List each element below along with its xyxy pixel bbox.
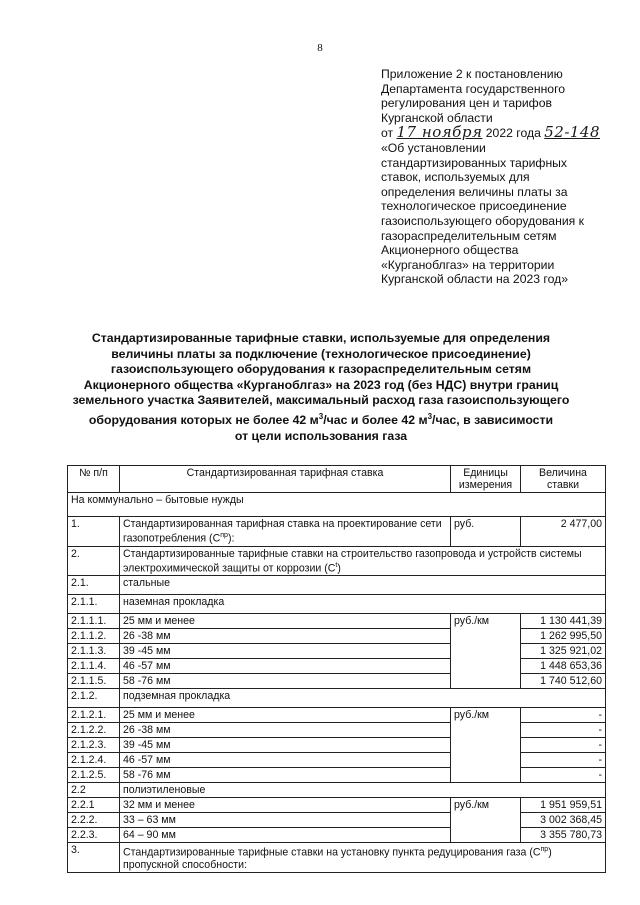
appendix-line: Департамента государственного xyxy=(381,81,566,96)
row-sup: пр xyxy=(540,846,549,854)
date-year: 2022 года xyxy=(485,126,541,141)
row-value: 1 740 512,60 xyxy=(521,674,606,689)
header-unit: Единицы измерения xyxy=(451,466,521,493)
appendix-line: технологическое присоединение xyxy=(381,199,567,214)
table-row xyxy=(68,768,606,783)
table-header-row xyxy=(68,466,606,493)
table-row xyxy=(68,689,606,708)
row-value: 3 002 368,45 xyxy=(521,813,606,828)
row-unit: руб./км xyxy=(451,798,521,843)
row-text: 33 – 63 мм xyxy=(120,813,451,828)
appendix-header xyxy=(381,67,626,287)
appendix-line: стандартизированных тарифных xyxy=(381,155,568,170)
appendix-line: ставок, используемых для xyxy=(381,170,530,185)
row-value: 3 355 780,73 xyxy=(521,828,606,843)
appendix-line: регулирования цен и тарифов xyxy=(381,96,552,111)
row-num: 2.1.2. xyxy=(68,689,120,708)
table-row xyxy=(68,644,606,659)
row-value: - xyxy=(521,708,606,723)
appendix-line: Курганской области xyxy=(381,110,493,125)
title-line: Стандартизированные тарифные ставки, используемые для определения xyxy=(91,331,551,345)
row-value: - xyxy=(521,768,606,783)
row-num: 1. xyxy=(68,517,120,547)
title-line xyxy=(60,409,582,429)
row-unit: руб./км xyxy=(451,614,521,689)
row-value: 1 325 921,02 xyxy=(521,644,606,659)
row-text: 64 – 90 мм xyxy=(120,828,451,843)
row-num: 2.2.1 xyxy=(68,798,120,813)
row-num: 2.1. xyxy=(68,576,120,595)
row-text-end: ): xyxy=(227,532,235,545)
tariff-table xyxy=(67,465,606,873)
table-row xyxy=(68,753,606,768)
appendix-line: газоиспользующего оборудования к xyxy=(381,213,584,228)
row-text-main: Стандартизированная тарифная ставка на проектирование сети газопотребления (C xyxy=(123,518,442,545)
appendix-line: Приложение 2 к постановлению xyxy=(381,67,563,81)
row-num: 2.2.3. xyxy=(68,828,120,843)
row-value: 1 448 653,36 xyxy=(521,659,606,674)
row-num: 2.2.2. xyxy=(68,813,120,828)
row-text: стальные xyxy=(120,576,606,595)
title-line: земельного участка Заявителей, максимальный расход газа газоиспользующего xyxy=(72,393,570,408)
table-row xyxy=(68,828,606,843)
row-value: - xyxy=(521,753,606,768)
row-num: 2.1.2.3. xyxy=(68,738,120,753)
appendix-line: «Об установлении xyxy=(381,140,486,155)
row-value: 2 477,00 xyxy=(521,517,606,547)
title-line: Акционерного общества «Курганоблгаз» на 2023 год (без НДС) внутри границ xyxy=(83,377,559,392)
row-unit: руб./км xyxy=(451,708,521,783)
row-num: 2.1.2.2. xyxy=(68,723,120,738)
row-unit: руб. xyxy=(451,517,521,547)
handwritten-date: 17 ноября xyxy=(396,123,483,142)
appendix-line: газораспределительным сетям xyxy=(381,228,557,243)
row-num: 2.1.1.2. xyxy=(68,629,120,644)
table-row xyxy=(68,659,606,674)
title-sup: 3 xyxy=(427,411,433,421)
table-row xyxy=(68,576,606,595)
row-text xyxy=(120,843,606,873)
row-sup: t xyxy=(335,561,338,569)
row-text: 39 -45 мм xyxy=(120,738,451,753)
group-polyethylene xyxy=(68,798,606,843)
row-value: 1 262 995,50 xyxy=(521,629,606,644)
row-text: полиэтиленовые xyxy=(120,783,606,798)
row-text: 46 -57 мм xyxy=(120,753,451,768)
appendix-line: Курганской области на 2023 год» xyxy=(381,272,568,287)
table-row xyxy=(68,546,606,576)
table-row xyxy=(68,517,606,547)
page-number: 8 xyxy=(317,42,323,54)
row-value: - xyxy=(521,738,606,753)
row-num: 2.1.1.1. xyxy=(68,614,120,629)
title-sup: 3 xyxy=(318,411,324,421)
row-text: наземная прокладка xyxy=(120,595,606,614)
row-text: подземная прокладка xyxy=(120,689,606,708)
table-row xyxy=(68,595,606,614)
document-title xyxy=(60,331,582,444)
row-text-main: Стандартизированные тарифные ставки на строительство газопровода и устройств системы электрохимической защиты от коррозии (C xyxy=(123,547,582,575)
row-num: 2.1.1.4. xyxy=(68,659,120,674)
appendix-line: Акционерного общества xyxy=(381,243,519,258)
appendix-line: «Курганоблгаз» на территории xyxy=(381,257,555,272)
table-row xyxy=(68,798,606,813)
row-text xyxy=(120,517,451,547)
title-line: газоиспользующего оборудования к газораспределительным сетям xyxy=(110,362,532,377)
table-row xyxy=(68,738,606,753)
row-num: 2.1.2.5. xyxy=(68,768,120,783)
table-row xyxy=(68,708,606,723)
table-row xyxy=(68,629,606,644)
row-num: 2.1.1. xyxy=(68,595,120,614)
row-num: 2.1.2.1. xyxy=(68,708,120,723)
date-prefix: от xyxy=(381,126,394,141)
row-text-main: Стандартизированные тарифные ставки на установку пункта редуцирования газа (C xyxy=(123,846,541,859)
row-num: 2.1.2.4. xyxy=(68,753,120,768)
row-text: 25 мм и менее xyxy=(120,708,451,723)
row-text: 26 -38 мм xyxy=(120,723,451,738)
group-underground-steel xyxy=(68,708,606,783)
section-row xyxy=(68,493,606,517)
row-text-end: ) пропускной способности: xyxy=(123,846,552,871)
handwritten-number: 52-148 xyxy=(544,123,601,142)
row-num: 2. xyxy=(68,546,120,576)
row-sup: пр xyxy=(220,532,228,539)
row-value: 1 130 441,39 xyxy=(521,614,606,629)
row-value: 1 951 959,51 xyxy=(521,798,606,813)
row-num: 2.1.1.3. xyxy=(68,644,120,659)
row-text xyxy=(120,546,606,576)
header-value: Величина ставки xyxy=(521,466,606,493)
group-aboveground-steel xyxy=(68,614,606,689)
row-text-end: ) xyxy=(337,562,341,575)
title-text: оборудования которых не более 42 м xyxy=(88,413,319,428)
table-row xyxy=(68,614,606,629)
row-num: 3. xyxy=(68,843,120,873)
row-text: 46 -57 мм xyxy=(120,659,451,674)
title-text: /час, в зависимости xyxy=(432,413,554,428)
table-row xyxy=(68,843,606,873)
row-text: 58 -76 мм xyxy=(120,674,451,689)
row-value: - xyxy=(521,723,606,738)
header-num: № п/п xyxy=(68,466,120,493)
section-household: На коммунально – бытовые нужды xyxy=(68,493,606,517)
title-line: от цели использования газа xyxy=(234,428,408,443)
row-num: 2.2 xyxy=(68,783,120,798)
table-row xyxy=(68,813,606,828)
row-text: 25 мм и менее xyxy=(120,614,451,629)
title-text: /час и более 42 м xyxy=(323,413,428,428)
header-rate: Стандартизированная тарифная ставка xyxy=(120,466,451,493)
table-row xyxy=(68,674,606,689)
row-num: 2.1.1.5. xyxy=(68,674,120,689)
row-text: 58 -76 мм xyxy=(120,768,451,783)
row-text: 39 -45 мм xyxy=(120,644,451,659)
table-row xyxy=(68,723,606,738)
table-row xyxy=(68,783,606,798)
row-text: 32 мм и менее xyxy=(120,798,451,813)
appendix-date-line xyxy=(381,125,626,141)
title-line: величины платы за подключение (технологическое присоединение) xyxy=(111,346,531,361)
appendix-line: определения величины платы за xyxy=(381,184,568,199)
row-text: 26 -38 мм xyxy=(120,629,451,644)
